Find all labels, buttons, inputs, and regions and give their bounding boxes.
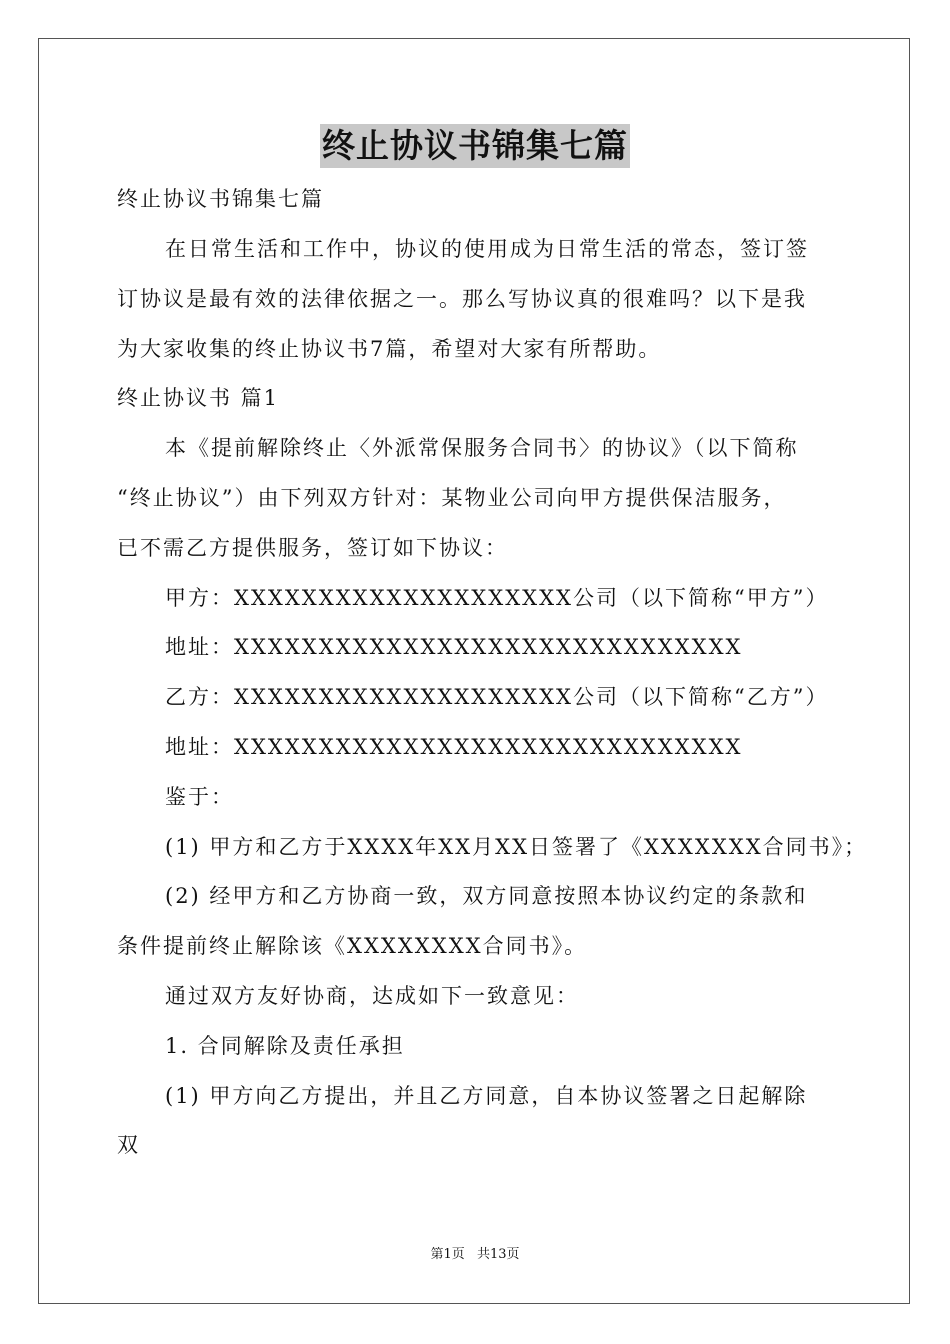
paragraph-line: “终止协议”）由下列双方针对：某物业公司向甲方提供保洁服务， [117,486,787,510]
page-total: 共13页 [476,1247,520,1262]
paragraph-line: 条件提前终止解除该《XXXXXXXX合同书》。 [117,934,588,958]
paragraph-line: 通过双方友好协商，达成如下一致意见： [165,984,579,1008]
section-heading: 终止协议书 篇1 [117,386,280,410]
party-b-address: 地址：XXXXXXXXXXXXXXXXXXXXXXXXXXXXXX [165,735,743,759]
party-a-address: 地址：XXXXXXXXXXXXXXXXXXXXXXXXXXXXXX [165,635,743,659]
title-container [0,124,950,168]
paragraph-line: 为大家收集的终止协议书7篇，希望对大家有所帮助。 [117,337,662,361]
party-a-line: 甲方：XXXXXXXXXXXXXXXXXXXX公司（以下简称“甲方”） [165,586,829,610]
paragraph-line: 在日常生活和工作中，协议的使用成为日常生活的常态，签订签 [165,237,809,261]
paragraph-line: 双 [117,1133,140,1157]
paragraph-line: 本《提前解除终止〈外派常保服务合同书〉的协议》（以下简称 [165,436,799,460]
whereas-heading: 鉴于： [165,785,234,809]
whereas-item: (1) 甲方和乙方于XXXX年XX月XX日签署了《XXXXXXX合同书》； [165,835,868,859]
party-b-line: 乙方：XXXXXXXXXXXXXXXXXXXX公司（以下简称“乙方”） [165,685,829,709]
page-frame [38,38,910,1304]
page-number: 第1页 [430,1247,465,1262]
clause-item: (1) 甲方向乙方提出，并且乙方同意，自本协议签署之日起解除 [165,1084,808,1108]
page-footer [0,1246,950,1264]
clause-heading: 1. 合同解除及责任承担 [165,1034,405,1058]
paragraph-line: 已不需乙方提供服务，签订如下协议： [117,536,508,560]
whereas-item: (2) 经甲方和乙方协商一致，双方同意按照本协议约定的条款和 [165,884,808,908]
document-subtitle: 终止协议书锦集七篇 [117,187,324,211]
document-title: 终止协议书锦集七篇 [320,124,630,168]
paragraph-line: 订协议是最有效的法律依据之一。那么写协议真的很难吗？以下是我 [117,287,807,311]
